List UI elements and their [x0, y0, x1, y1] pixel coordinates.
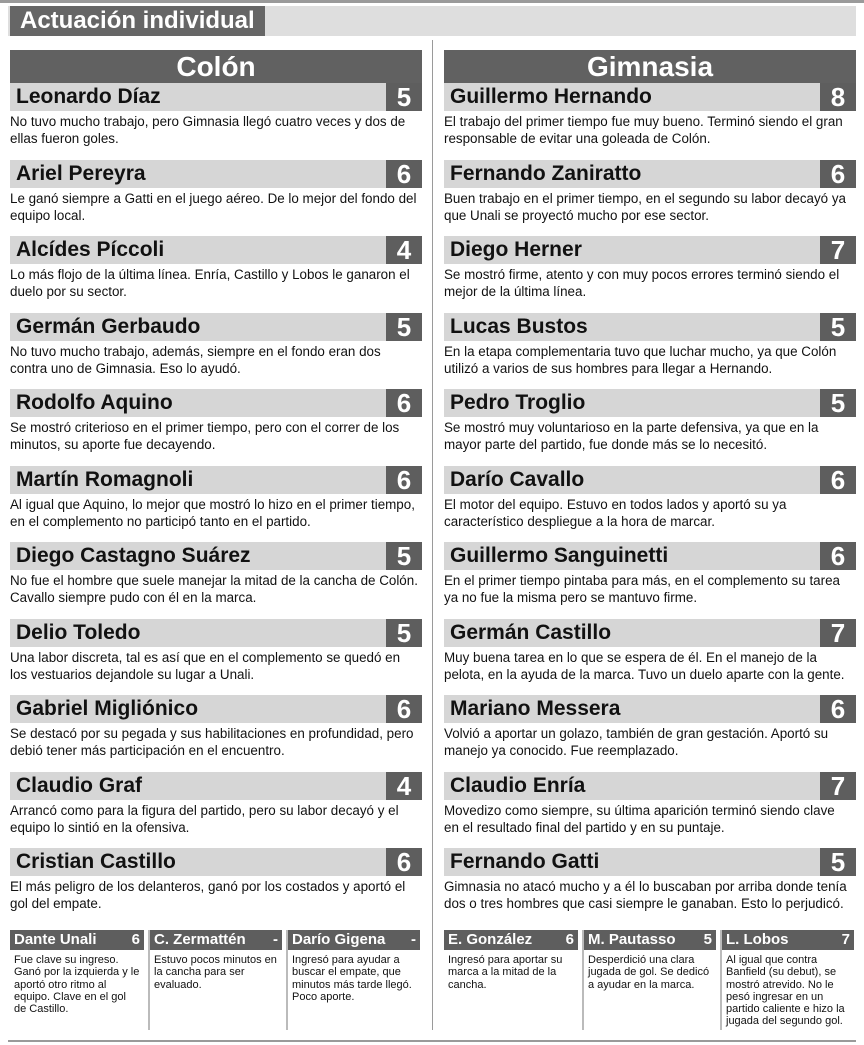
- team-column-gimnasia: [444, 50, 856, 925]
- substitute-bar: [584, 930, 716, 950]
- player-card: [10, 848, 422, 925]
- player-score: 5: [386, 313, 422, 341]
- player-card: [10, 542, 422, 619]
- player-score: 5: [820, 848, 856, 876]
- player-score: 7: [820, 619, 856, 647]
- substitute-comment: Estuvo pocos minutos en la cancha para ser evaluado.: [154, 954, 277, 991]
- player-card: [444, 313, 856, 390]
- player-name: Lucas Bustos: [450, 314, 588, 338]
- player-card: [444, 695, 856, 772]
- player-score: 6: [386, 848, 422, 876]
- substitute-bar: [444, 930, 578, 950]
- substitute-comment: Fue clave su ingreso. Ganó por la izquierda y le aportó otro ritmo al equipo. Clave en el gol de Castillo.: [14, 954, 140, 1016]
- player-comment: Se mostró muy voluntarioso en la parte defensiva, ya que en la mayor parte del partido, fue donde más se lo necesitó.: [444, 420, 819, 452]
- player-score: 4: [386, 236, 422, 264]
- player-comment: No fue el hombre que suele manejar la mitad de la cancha de Colón. Cavallo siempre pudo con él en la marca.: [10, 573, 418, 605]
- substitute-card: [10, 930, 144, 1030]
- player-comment: El más peligro de los delanteros, ganó por los costados y aportó el gol del empate.: [10, 879, 406, 911]
- player-comment: El trabajo del primer tiempo fue muy bueno. Terminó siendo el gran responsable de evitar una goleada de Colón.: [444, 114, 843, 146]
- player-name: Mariano Messera: [450, 697, 621, 720]
- player-card: [444, 83, 856, 160]
- player-comment: Se mostró firme, atento y con muy pocos errores terminó siendo el mejor de la última línea.: [444, 267, 840, 299]
- substitute-name: M. Pautasso: [588, 931, 676, 948]
- player-comment: Le ganó siempre a Gatti en el juego aéreo. De lo mejor del fondo del equipo local.: [10, 190, 417, 223]
- player-name: Guillermo Hernando: [450, 85, 652, 108]
- substitute-name: Dante Unali: [14, 931, 97, 948]
- player-score: 6: [386, 389, 422, 417]
- player-comment: Gimnasia no atacó mucho y a él lo buscaban por arriba donde tenía dos o tres hombres que casi siempre le ganaban. Esto lo perjudicó.: [444, 879, 847, 911]
- player-card: [10, 619, 422, 696]
- player-name: Guillermo Sanguinetti: [450, 544, 669, 567]
- player-score: 4: [386, 772, 422, 800]
- player-comment: En el primer tiempo pintaba para más, en el complemento su tarea ya no fue la misma pero se mantuvo firme.: [444, 573, 840, 605]
- player-comment: El motor del equipo. Estuvo en todos lados y aportó su ya característico despliegue a la hora de marcar.: [444, 496, 787, 529]
- player-name: Gabriel Migliónico: [16, 697, 199, 720]
- player-name: Cristian Castillo: [16, 850, 176, 873]
- player-name: Claudio Enría: [450, 773, 586, 797]
- player-name: Leonardo Díaz: [16, 85, 161, 108]
- substitute-bar: [10, 930, 144, 950]
- player-comment: Arrancó como para la figura del partido, pero su labor decayó y el equipo lo sintió en la ofensiva.: [10, 802, 399, 835]
- top-rule: [0, 0, 864, 3]
- player-name: Pedro Troglio: [450, 391, 586, 414]
- player-name: Ariel Pereyra: [16, 161, 146, 185]
- substitute-card: [148, 930, 282, 1030]
- substitute-bar: [150, 930, 282, 950]
- bottom-rule: [8, 1040, 856, 1042]
- substitute-card: [582, 930, 716, 1030]
- substitute-name: L. Lobos: [726, 931, 789, 948]
- player-score: 6: [820, 160, 856, 188]
- player-comment: No tuvo mucho trabajo, además, siempre en el fondo eran dos contra uno de Gimnasia. Eso lo ayudó.: [10, 343, 381, 376]
- player-comment: En la etapa complementaria tuvo que luchar mucho, ya que Colón utilizó a varios de sus hombres para llegar a Hernando.: [444, 343, 837, 376]
- player-score: 7: [820, 772, 856, 800]
- player-score: 5: [820, 313, 856, 341]
- player-name: Fernando Gatti: [450, 850, 600, 873]
- substitute-card: [720, 930, 854, 1030]
- player-score: 7: [820, 236, 856, 264]
- substitute-name: Darío Gigena: [292, 931, 386, 948]
- player-card: [444, 466, 856, 543]
- substitute-score: 7: [841, 931, 850, 948]
- player-card: [10, 772, 422, 849]
- substitute-comment: Al igual que contra Banfield (su debut), se mostró atrevido. No le pesó ingresar en un partido caliente e hizo la jugada del segundo gol.: [726, 954, 845, 1028]
- player-card: [10, 695, 422, 772]
- player-card: [10, 466, 422, 543]
- player-name: Delio Toledo: [16, 620, 141, 644]
- team-header: Gimnasia: [444, 50, 856, 83]
- player-name: Martín Romagnoli: [16, 467, 194, 491]
- player-comment: Se mostró criterioso en el primer tiempo, pero con el correr de los minutos, su aporte fue decayendo.: [10, 420, 400, 452]
- column-divider: [432, 40, 433, 1030]
- team-column-colon: [10, 50, 422, 925]
- player-card: [444, 160, 856, 237]
- substitute-comment: Ingresó para ayudar a buscar el empate, que minutos más tarde llegó. Poco aporte.: [292, 954, 412, 1003]
- player-name: Rodolfo Aquino: [16, 391, 173, 414]
- player-card: [444, 848, 856, 925]
- substitute-card: [286, 930, 420, 1030]
- player-comment: Se destacó por su pegada y sus habilitaciones en profundidad, pero debió tener más participación en el encuentro.: [10, 726, 414, 758]
- substitute-score: 5: [703, 931, 712, 948]
- player-card: [10, 236, 422, 313]
- substitute-score: 6: [565, 931, 574, 948]
- player-name: Alcídes Píccoli: [16, 238, 165, 261]
- substitute-comment: Ingresó para aportar su marca a la mitad de la cancha.: [448, 954, 563, 991]
- player-score: 6: [820, 466, 856, 494]
- player-name: Germán Castillo: [450, 620, 612, 644]
- player-comment: Buen trabajo en el primer tiempo, en el segundo su labor decayó ya que Unali se proyectó mucho por ese sector.: [444, 190, 846, 223]
- player-comment: Lo más flojo de la última línea. Enría, Castillo y Lobos le ganaron el duelo por su sector.: [10, 267, 410, 299]
- substitute-bar: [288, 930, 420, 950]
- substitute-bar: [722, 930, 854, 950]
- team-header: Colón: [10, 50, 422, 83]
- player-card: [444, 542, 856, 619]
- substitute-name: E. González: [448, 931, 533, 948]
- player-comment: Muy buena tarea en lo que se espera de él. En el manejo de la pelota, en la ayuda de la marca. Tuvo un duelo aparte con la gente.: [444, 649, 845, 682]
- player-score: 6: [820, 695, 856, 723]
- player-name: Germán Gerbaudo: [16, 314, 201, 338]
- substitutes-gimnasia: [444, 930, 854, 1030]
- substitute-score: -: [411, 931, 416, 948]
- player-card: [444, 772, 856, 849]
- player-name: Diego Castagno Suárez: [16, 544, 251, 567]
- player-card: [444, 619, 856, 696]
- player-card: [10, 313, 422, 390]
- player-name: Fernando Zaniratto: [450, 161, 642, 185]
- substitutes-colon: [10, 930, 420, 1030]
- substitute-comment: Desperdició una clara jugada de gol. Se dedicó a ayudar en la marca.: [588, 954, 710, 991]
- player-name: Claudio Graf: [16, 773, 143, 797]
- player-score: 5: [386, 542, 422, 570]
- player-card: [10, 160, 422, 237]
- player-score: 5: [386, 619, 422, 647]
- player-score: 5: [820, 389, 856, 417]
- player-score: 6: [820, 542, 856, 570]
- section-title: Actuación individual: [10, 6, 265, 36]
- player-score: 8: [820, 83, 856, 111]
- substitute-score: 6: [131, 931, 140, 948]
- substitute-name: C. Zermattén: [154, 931, 246, 948]
- player-name: Diego Herner: [450, 238, 582, 261]
- player-comment: Volvió a aportar un golazo, también de gran gestación. Aportó su manejo ya conocido. Fue reemplazado.: [444, 726, 829, 758]
- player-score: 6: [386, 695, 422, 723]
- player-score: 6: [386, 160, 422, 188]
- player-score: 5: [386, 83, 422, 111]
- player-comment: Al igual que Aquino, lo mejor que mostró lo hizo en el primer tiempo, en el complemento no participó tanto en el partido.: [10, 496, 415, 529]
- player-card: [444, 389, 856, 466]
- player-comment: No tuvo mucho trabajo, pero Gimnasia llegó cuatro veces y dos de ellas fueron goles.: [10, 114, 406, 146]
- substitute-score: -: [273, 931, 278, 948]
- player-card: [444, 236, 856, 313]
- player-card: [10, 389, 422, 466]
- player-name: Darío Cavallo: [450, 467, 585, 491]
- player-comment: Movedizo como siempre, su última aparición terminó siendo clave en el resultado final del partido y en su puntaje.: [444, 802, 835, 835]
- substitute-card: [444, 930, 578, 1030]
- player-score: 6: [386, 466, 422, 494]
- player-comment: Una labor discreta, tal es así que en el complemento se quedó en los vestuarios dejandole su lugar a Unali.: [10, 649, 401, 682]
- player-card: [10, 83, 422, 160]
